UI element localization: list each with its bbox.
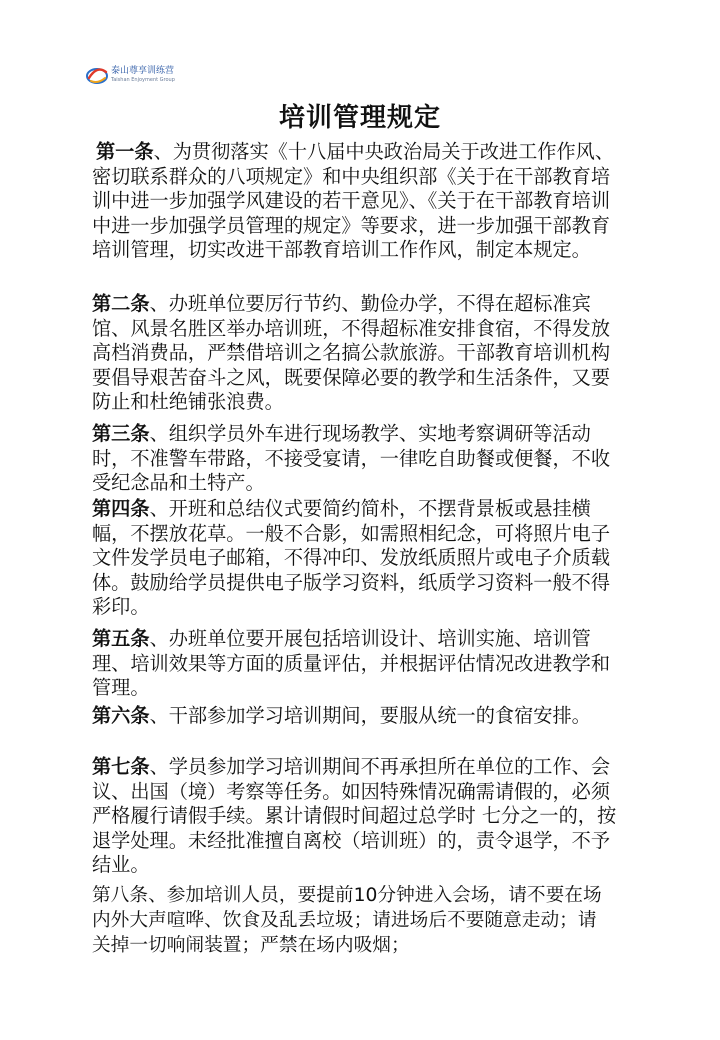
article-5-number: 第五条 — [92, 627, 150, 650]
article-8-number: 第八条 — [92, 885, 149, 906]
article-2-number: 第二条 — [92, 292, 150, 315]
article-7-text: 、学员参加学习培训期间不再承担所在单位的工作、会议、出国（境）考察等任务。如因特殊情况确需请假的，必须严格履行请假手续。累计请假时间超过总学时 七分之一的，按退学处理。未经批准擅自离校（培训班）的，责令退学，不予结业。 — [92, 755, 617, 877]
article-8 — [92, 884, 612, 958]
article-1-text: 、为贯彻落实《十八届中央政治局关于改进工作作风、密切联系群众的八项规定》和中央组织部《关于在干部教育培训中进一步加强学风建设的若干意见》、《关于在干部教育培训中进一步加强学员管理的规定》等要求，进一步加强干部教育培训管理，切实改进干部教育培训工作作风，制定本规定。 — [92, 140, 615, 262]
brand-logo-name: 泰山尊享训练营 — [111, 66, 175, 76]
article-1-number: 第一条 — [96, 140, 154, 163]
brand-logo-tagline: Taishan Enjoyment Group — [111, 77, 175, 83]
article-6 — [92, 704, 622, 729]
brand-logo — [85, 62, 205, 88]
article-3-number: 第三条 — [92, 422, 150, 445]
article-6-number: 第六条 — [92, 704, 150, 727]
article-5 — [92, 627, 622, 701]
article-3 — [92, 422, 622, 496]
article-1 — [92, 140, 622, 263]
document-title: 培训管理规定 — [278, 103, 441, 133]
article-5-text: 、办班单位要开展包括培训设计、培训实施、培训管理、培训效果等方面的质量评估，并根据评估情况改进教学和管理。 — [92, 627, 611, 700]
article-4-number: 第四条 — [92, 497, 150, 520]
article-7-number: 第七条 — [92, 755, 150, 778]
brand-logo-icon — [85, 63, 109, 87]
article-2 — [92, 292, 622, 415]
article-4 — [92, 497, 622, 620]
article-8-text: 、参加培训人员，要提前10分钟进入会场，请不要在场内外大声喧哗、饮食及乱丢垃圾；请进场后不要随意走动；请关掉一切响闹装置；严禁在场内吸烟； — [92, 885, 602, 956]
article-4-text: 、开班和总结仪式要简约简朴，不摆背景板或悬挂横幅，不摆放花草。一般不合影，如需照相纪念，可将照片电子文件发学员电子邮箱，不得冲印、发放纸质照片或电子介质载体。鼓励给学员提供电子版学习资料，纸质学习资料一般不得彩印。 — [92, 497, 611, 619]
article-3-text: 、组织学员外车进行现场教学、实地考察调研等活动时，不准警车带路，不接受宴请，一律吃自助餐或便餐，不收受纪念品和土特产。 — [92, 422, 611, 495]
article-7 — [92, 755, 622, 878]
article-2-text: 、办班单位要厉行节约、勤俭办学，不得在超标准宾馆、风景名胜区举办培训班，不得超标准安排食宿，不得发放高档消费品，严禁借培训之名搞公款旅游。干部教育培训机构要倡导艰苦奋斗之风，既要保障必要的教学和生活条件，又要防止和杜绝铺张浪费。 — [92, 292, 611, 414]
article-6-text: 、干部参加学习培训期间，要服从统一的食宿安排。 — [149, 704, 591, 727]
